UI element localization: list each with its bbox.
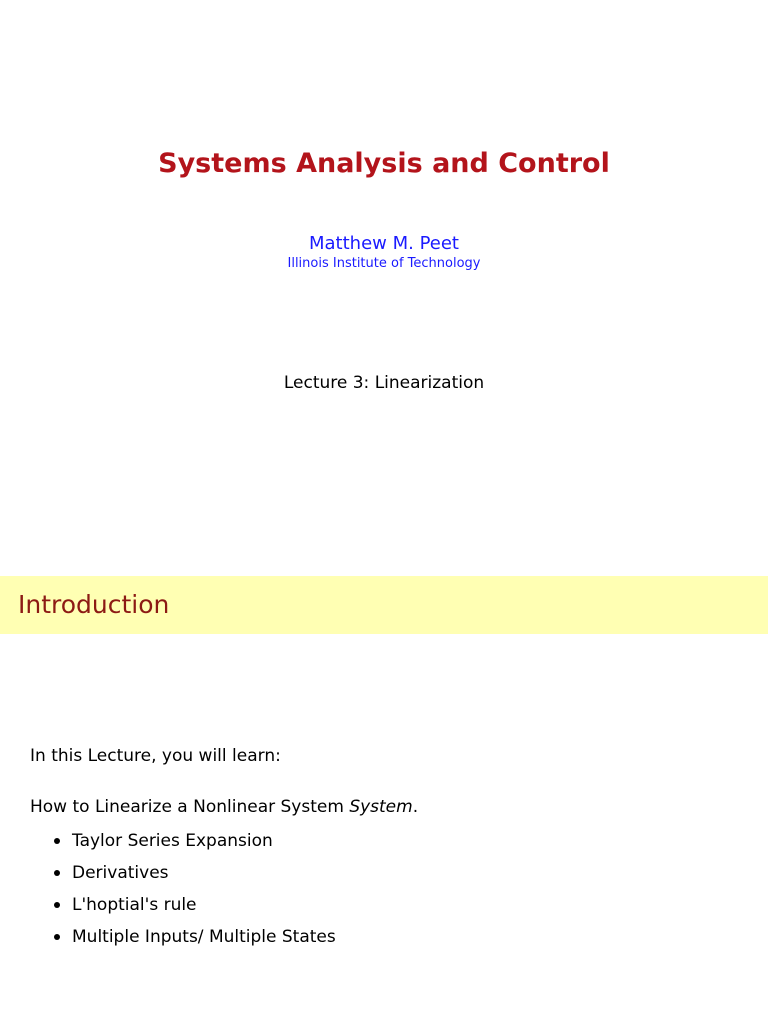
topic-suffix: .: [412, 797, 419, 817]
bullet-text: L'hoptial's rule: [72, 895, 197, 915]
bullet-text: Multiple Inputs/ Multiple States: [72, 927, 336, 947]
list-item: [50, 857, 336, 889]
bullet-dot-icon: [54, 870, 60, 876]
list-item: [50, 825, 336, 857]
topic-emphasis: System: [349, 797, 413, 817]
bullet-dot-icon: [54, 838, 60, 844]
presentation-title: Systems Analysis and Control: [158, 148, 610, 179]
author-name: Matthew M. Peet: [309, 233, 459, 254]
frame-title: Introduction: [18, 590, 170, 619]
intro-lead-text: In this Lecture, you will learn:: [30, 746, 281, 766]
frame-title-bar: [0, 576, 768, 634]
bullet-text: Taylor Series Expansion: [72, 831, 273, 851]
bullet-text: Derivatives: [72, 863, 169, 883]
intro-topic-text: [30, 795, 418, 819]
topic-prefix: How to Linearize a Nonlinear System: [30, 797, 350, 817]
introduction-slide: [0, 576, 768, 1024]
author-institution: Illinois Institute of Technology: [287, 256, 481, 271]
lecture-label: Lecture 3: Linearization: [283, 373, 485, 393]
bullet-dot-icon: [54, 934, 60, 940]
bullet-dot-icon: [54, 902, 60, 908]
topic-bullet-list: [50, 825, 336, 953]
list-item: [50, 889, 336, 921]
list-item: [50, 921, 336, 953]
